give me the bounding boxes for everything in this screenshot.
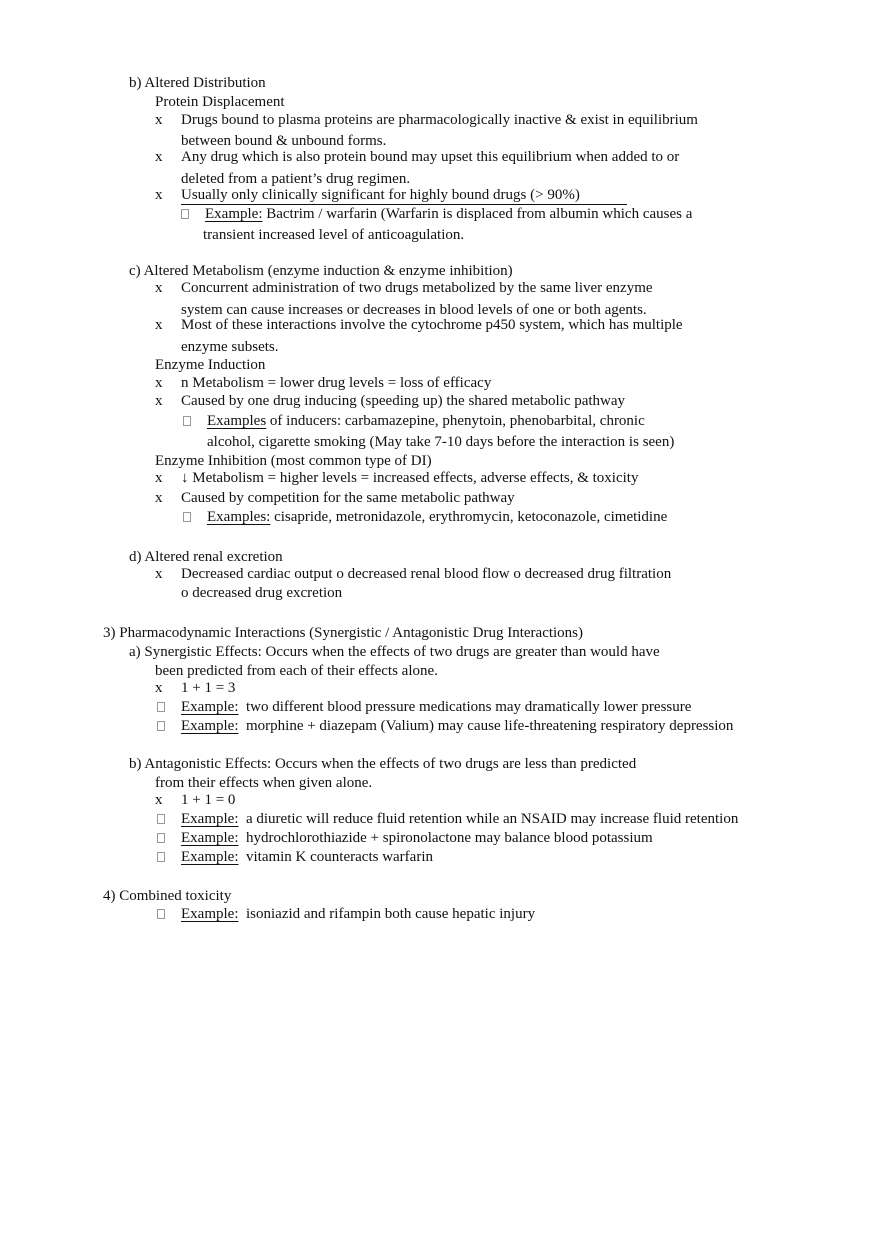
section-c-heading: c) Altered Metabolism (enzyme induction & enzyme inhibition)	[129, 263, 513, 279]
example-label: Example:	[181, 699, 239, 715]
example-text: isoniazid and rifampin both cause hepatic injury	[245, 906, 536, 922]
checkbox-icon	[157, 721, 165, 731]
bullet-marker: x	[155, 375, 163, 391]
bullet-marker: x	[155, 393, 163, 409]
list-item: Drugs bound to plasma proteins are pharmacologically inactive & exist in equilibrium	[181, 112, 698, 128]
enzyme-inhibition-title: Enzyme Inhibition (most common type of DI)	[155, 453, 432, 469]
example-item	[183, 414, 645, 429]
equation: 1 + 1 = 0	[181, 792, 236, 808]
list-item-cont: o decreased drug excretion	[181, 585, 343, 601]
bullet-marker: x	[155, 149, 163, 165]
section-3-heading: 3) Pharmacodynamic Interactions (Synergistic / Antagonistic Drug Interactions)	[103, 625, 584, 641]
list-item: Any drug which is also protein bound may upset this equilibrium when added to or	[181, 149, 680, 165]
list-item: Usually only clinically significant for highly bound drugs (> 90%)	[181, 188, 627, 205]
antagonistic-heading-cont: from their effects when given alone.	[155, 775, 373, 791]
example-label: Examples:	[207, 509, 271, 525]
list-item-cont: deleted from a patient’s drug regimen.	[181, 171, 411, 187]
example-text-cont: transient increased level of anticoagulation.	[203, 227, 465, 243]
checkbox-icon	[157, 814, 165, 824]
list-item: Caused by one drug inducing (speeding up) the shared metabolic pathway	[181, 393, 626, 409]
example-item	[157, 850, 433, 865]
list-item-cont: system can cause increases or decreases in blood levels of one or both agents.	[181, 302, 647, 318]
example-label: Example:	[181, 811, 239, 827]
checkbox-icon	[181, 209, 189, 219]
bullet-marker: x	[155, 680, 163, 696]
checkbox-icon	[183, 416, 191, 426]
example-item	[157, 812, 738, 827]
list-item-cont: enzyme subsets.	[181, 339, 279, 355]
example-item	[157, 907, 535, 922]
bullet-marker: x	[155, 112, 163, 128]
example-label: Example:	[181, 718, 239, 734]
antagonistic-heading: b) Antagonistic Effects: Occurs when the effects of two drugs are less than predicted	[129, 756, 637, 772]
example-text: Bactrim / warfarin (Warfarin is displaced from albumin which causes a	[262, 206, 693, 222]
bullet-marker: x	[155, 490, 163, 506]
bullet-marker: x	[155, 187, 163, 203]
example-label: Example:	[205, 206, 263, 222]
example-text: morphine + diazepam (Valium) may cause life-threatening respiratory depression	[245, 718, 734, 734]
checkbox-icon	[157, 702, 165, 712]
equation: 1 + 1 = 3	[181, 680, 236, 696]
example-item	[183, 510, 667, 525]
section-4-heading: 4) Combined toxicity	[103, 888, 232, 904]
example-label: Example:	[181, 830, 239, 846]
example-text: a diuretic will reduce fluid retention while an NSAID may increase fluid retention	[245, 811, 739, 827]
enzyme-induction-title: Enzyme Induction	[155, 357, 266, 373]
list-item: Decreased cardiac output o decreased renal blood flow o decreased drug filtration	[181, 566, 672, 582]
example-text: of inducers: carbamazepine, phenytoin, phenobarbital, chronic	[266, 413, 645, 429]
bullet-marker: x	[155, 470, 163, 486]
bullet-marker: x	[155, 792, 163, 808]
example-item	[181, 207, 692, 222]
example-label: Examples	[207, 413, 267, 429]
synergistic-heading: a) Synergistic Effects: Occurs when the effects of two drugs are greater than would have	[129, 644, 660, 660]
list-item: n Metabolism = lower drug levels = loss of efficacy	[181, 375, 492, 391]
example-label: Example:	[181, 906, 239, 922]
section-d-heading: d) Altered renal excretion	[129, 549, 283, 565]
list-item: Concurrent administration of two drugs metabolized by the same liver enzyme	[181, 280, 653, 296]
protein-displacement-title: Protein Displacement	[155, 94, 285, 110]
example-text-cont: alcohol, cigarette smoking (May take 7-10 days before the interaction is seen)	[207, 434, 675, 450]
example-item	[157, 719, 733, 734]
checkbox-icon	[183, 512, 191, 522]
synergistic-heading-cont: been predicted from each of their effects alone.	[155, 663, 438, 679]
bullet-marker: x	[155, 566, 163, 582]
list-item-cont: between bound & unbound forms.	[181, 133, 387, 149]
section-b-heading: b) Altered Distribution	[129, 75, 266, 91]
bullet-marker: x	[155, 280, 163, 296]
example-text: two different blood pressure medications may dramatically lower pressure	[245, 699, 692, 715]
checkbox-icon	[157, 852, 165, 862]
example-text: hydrochlorothiazide + spironolactone may balance blood potassium	[245, 830, 653, 846]
list-item: Most of these interactions involve the cytochrome p450 system, which has multiple	[181, 317, 683, 333]
example-text: cisapride, metronidazole, erythromycin, ketoconazole, cimetidine	[270, 509, 668, 525]
checkbox-icon	[157, 833, 165, 843]
bullet-marker: x	[155, 317, 163, 333]
checkbox-icon	[157, 909, 165, 919]
example-text: vitamin K counteracts warfarin	[245, 849, 433, 865]
example-label: Example:	[181, 849, 239, 865]
example-item	[157, 700, 691, 715]
example-item	[157, 831, 653, 846]
list-item: Caused by competition for the same metabolic pathway	[181, 490, 515, 506]
list-item: ↓ Metabolism = higher levels = increased effects, adverse effects, & toxicity	[181, 470, 639, 486]
